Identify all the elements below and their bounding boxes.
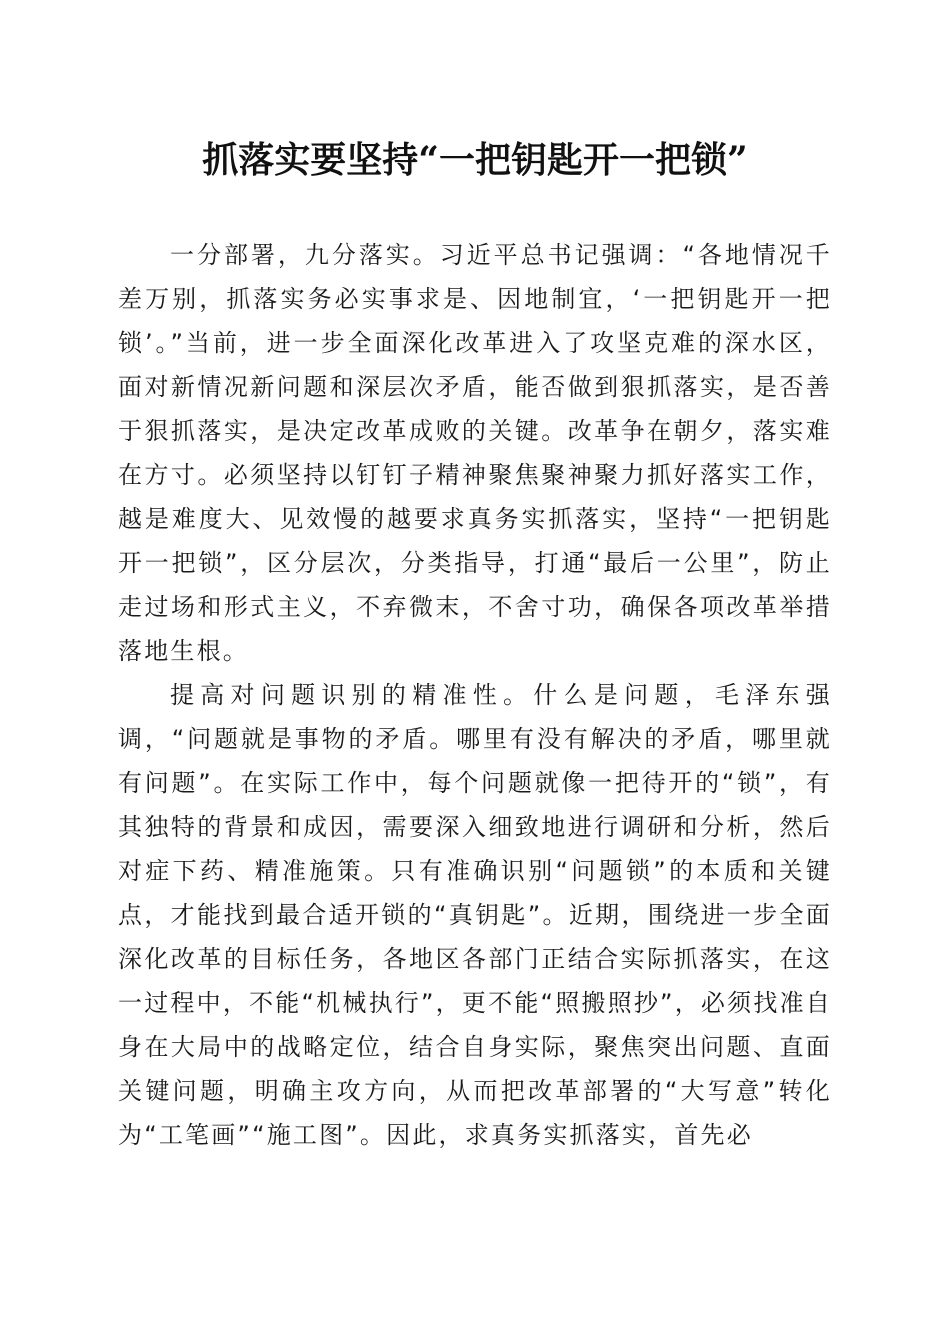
paragraph-2: 提高对问题识别的精准性。什么是问题，毛泽东强调，“问题就是事物的矛盾。哪里有没有解决的矛盾，哪里就有问题”。在实际工作中，每个问题就像一把待开的“锁”，有其独特的背景和成因，需要深入细致地进行调研和分析，然后对症下药、精准施策。只有准确识别“问题锁”的本质和关键点，才能找到最合适开锁的“真钥匙”。近期，围绕进一步全面深化改革的目标任务，各地区各部门正结合实际抓落实，在这一过程中，不能“机械执行”，更不能“照搬照抄”，必须找准自身在大局中的战略定位，结合自身实际，聚焦突出问题、直面关键问题，明确主攻方向，从而把改革部署的“大写意”转化为“工笔画”“施工图”。因此，求真务实抓落实，首先必 — [118, 681, 832, 1149]
document-title: 抓落实要坚持“一把钥匙开一把锁” — [202, 139, 748, 181]
document-body — [118, 233, 832, 1157]
paragraph-1: 一分部署，九分落实。习近平总书记强调：“各地情况千差万别，抓落实务必实事求是、因地制宜，‘一把钥匙开一把锁’。”当前，进一步全面深化改革进入了攻坚克难的深水区，面对新情况新问题和深层次矛盾，能否做到狠抓落实，是否善于狠抓落实，是决定改革成败的关键。改革争在朝夕，落实难在方寸。必须坚持以钉钉子精神聚焦聚神聚力抓好落实工作，越是难度大、见效慢的越要求真务实抓落实，坚持“一把钥匙开一把锁”，区分层次，分类指导，打通“最后一公里”，防止走过场和形式主义，不弃微末，不舍寸功，确保各项改革举措落地生根。 — [118, 241, 832, 665]
